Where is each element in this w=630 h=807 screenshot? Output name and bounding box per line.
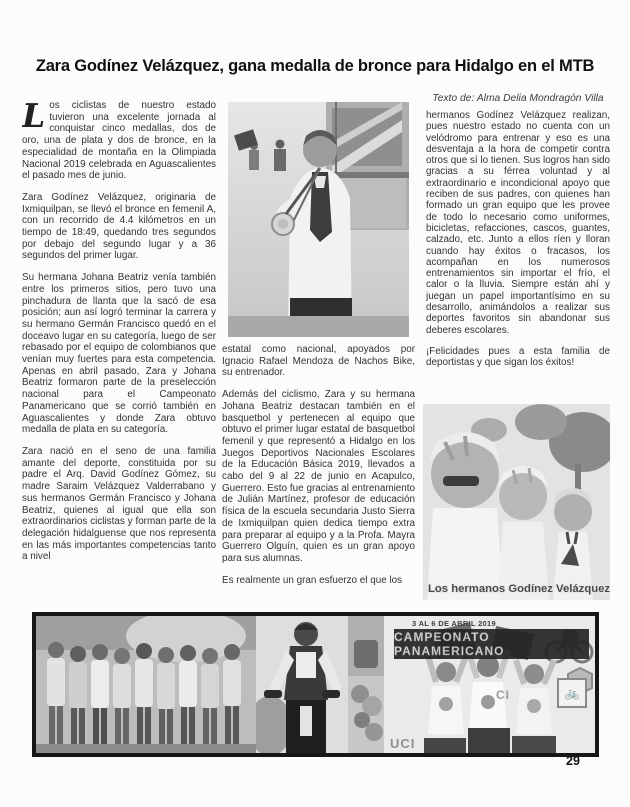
page-number: 29 [566,754,580,768]
bottom-photo-strip [32,612,599,757]
cycling-federation-logo: 🚲 [557,678,587,708]
siblings-selfie-photo [423,404,610,600]
siblings-selfie-illustration [423,404,610,600]
article-byline: Texto de: Alma Delia Mondragón Villa [432,93,604,104]
paragraph: Los ciclistas de nuestro estado tuvieron una excelente jornada al conquistar cinco medallas, dos de oro, una de plata y dos de bronce, en la especialidad de montaña en la Olimpiada Nacional 2019 celebrada en Aguascalientes el pasado mes de junio. [22,100,216,182]
uci-logo-text: UCI [390,736,416,751]
medal-winner-photo [228,102,409,337]
text-column-3 [426,110,610,406]
medal-winner-illustration [228,102,409,337]
paragraph: Además del ciclismo, Zara y su hermana Johana Beatriz destacan también en el basquetbol y pertenecen al equipo que obtuvo el primer lugar estatal de basquetbol femenil y que representó a Hidalgo en los Juegos Deportivos Nacionales Escolares de la Educación Básica 2019, llevados a cabo del 9 al 22 de junio en Acapulco, Guerrero. Esto fue gracias al entrenamiento de Julián Martínez, profesor de educación física de la escuela secundaria Justo Sierra de Ixmiquilpan quien dedica tiempo extra para preparar al equipo y a la Profa. Mayra Guerrero Olguín, quien es un gran apoyo para sus alumnas. [222,389,415,564]
paragraph: Zara Godínez Velázquez, originaria de Ixmiquilpan, se llevó el bronce en femenil A, con un recorrido de 4.4 kilómetros en un tiempo de 18:49, quedando tres segundos por debajo del segundo lugar y a 36 segundos del primer lugar. [22,191,216,262]
paragraph: ¡Felicidades pues a esta familia de deportistas y que sigan los éxitos! [426,345,610,369]
podium-ci-text: CI [496,688,510,702]
paragraph: hermanos Godínez Velázquez realizan, pues nuestro estado no cuenta con un velódromo para entrenar y eso es una desventaja a la hora de competir contra otros que sí lo tienen. Sus logros han sido gracias a su férrea voluntad y al extraordinario e incondicional apoyo que reciben de sus padres, con quienes han formado un gran equipo que les provee de todo lo necesario como uniformes, bicicletas, refacciones, cascos, guantes, calzado, etc. Junto a ellos ríen y lloran cuando hay éxitos o fracasos, los acompañan en los numerosos entrenamientos sin importar el frío, el calor o la lluvia. Siempre están ahí y juegan un papel importantísimo en su desarrollo, animándolos a realizar sus deportes favoritos sin abandonar sus deberes escolares. [426,110,610,336]
article-title: Zara Godínez Velázquez, gana medalla de bronce para Hidalgo en el MTB [35,57,595,75]
podium-date-text: 3 AL 6 DE ABRIL 2019 [412,619,496,628]
cyclist-action-illustration [256,616,348,753]
paragraph: Es realmente un gran esfuerzo el que los [222,574,403,586]
flowers-illustration [348,616,384,753]
flowers-photo [348,616,384,753]
paragraph: Zara nació en el seno de una familia amante del deporte, constituida por su padre el Arq. David Godínez Gómez, su madre Saraim Velázquez Valderrabano y sus hermanos Germán Francisco y Johana Beatriz, quienes al igual que ella son extraordinarios ciclistas y forman parte de la delegación hidalguense que nos representa en las más importantes competencias tanto a nivel [22,445,216,563]
text-column-1 [22,100,216,612]
siblings-photo-caption: Los hermanos Godínez Velázquez [428,583,610,595]
paragraph: Su hermana Johana Beatriz venía también entre los primeros sitios, pero tuvo una pinchadura de llanta que la sacó de esa posición; aun así logró terminar la carrera y su hermano Germán Francisco quedó en el doceavo lugar en su categoría, luego de ser rebasado por el equipo de colombianos que venían muy fuertes para esta competencia. Apenas en abril pasado, Zara y Johana Beatriz formaron parte de la preselección nacional para el Campeonato Panamericano que se corrió también en Aguascalientes y donde Zara obtuvo medalla de plata en su categoría. [22,272,216,436]
text-column-2 [222,344,415,610]
paragraph: estatal como nacional, apoyados por Ignacio Rafael Mendoza de Nachos Bike, su entrenador. [222,344,415,379]
cyclist-action-photo [256,616,348,753]
podium-banner-text: CAMPEONATO PANAMERICANO [394,629,589,659]
podium-photo [384,616,595,753]
team-group-photo [36,616,256,753]
team-group-illustration [36,616,256,753]
drop-cap: L [22,100,46,135]
